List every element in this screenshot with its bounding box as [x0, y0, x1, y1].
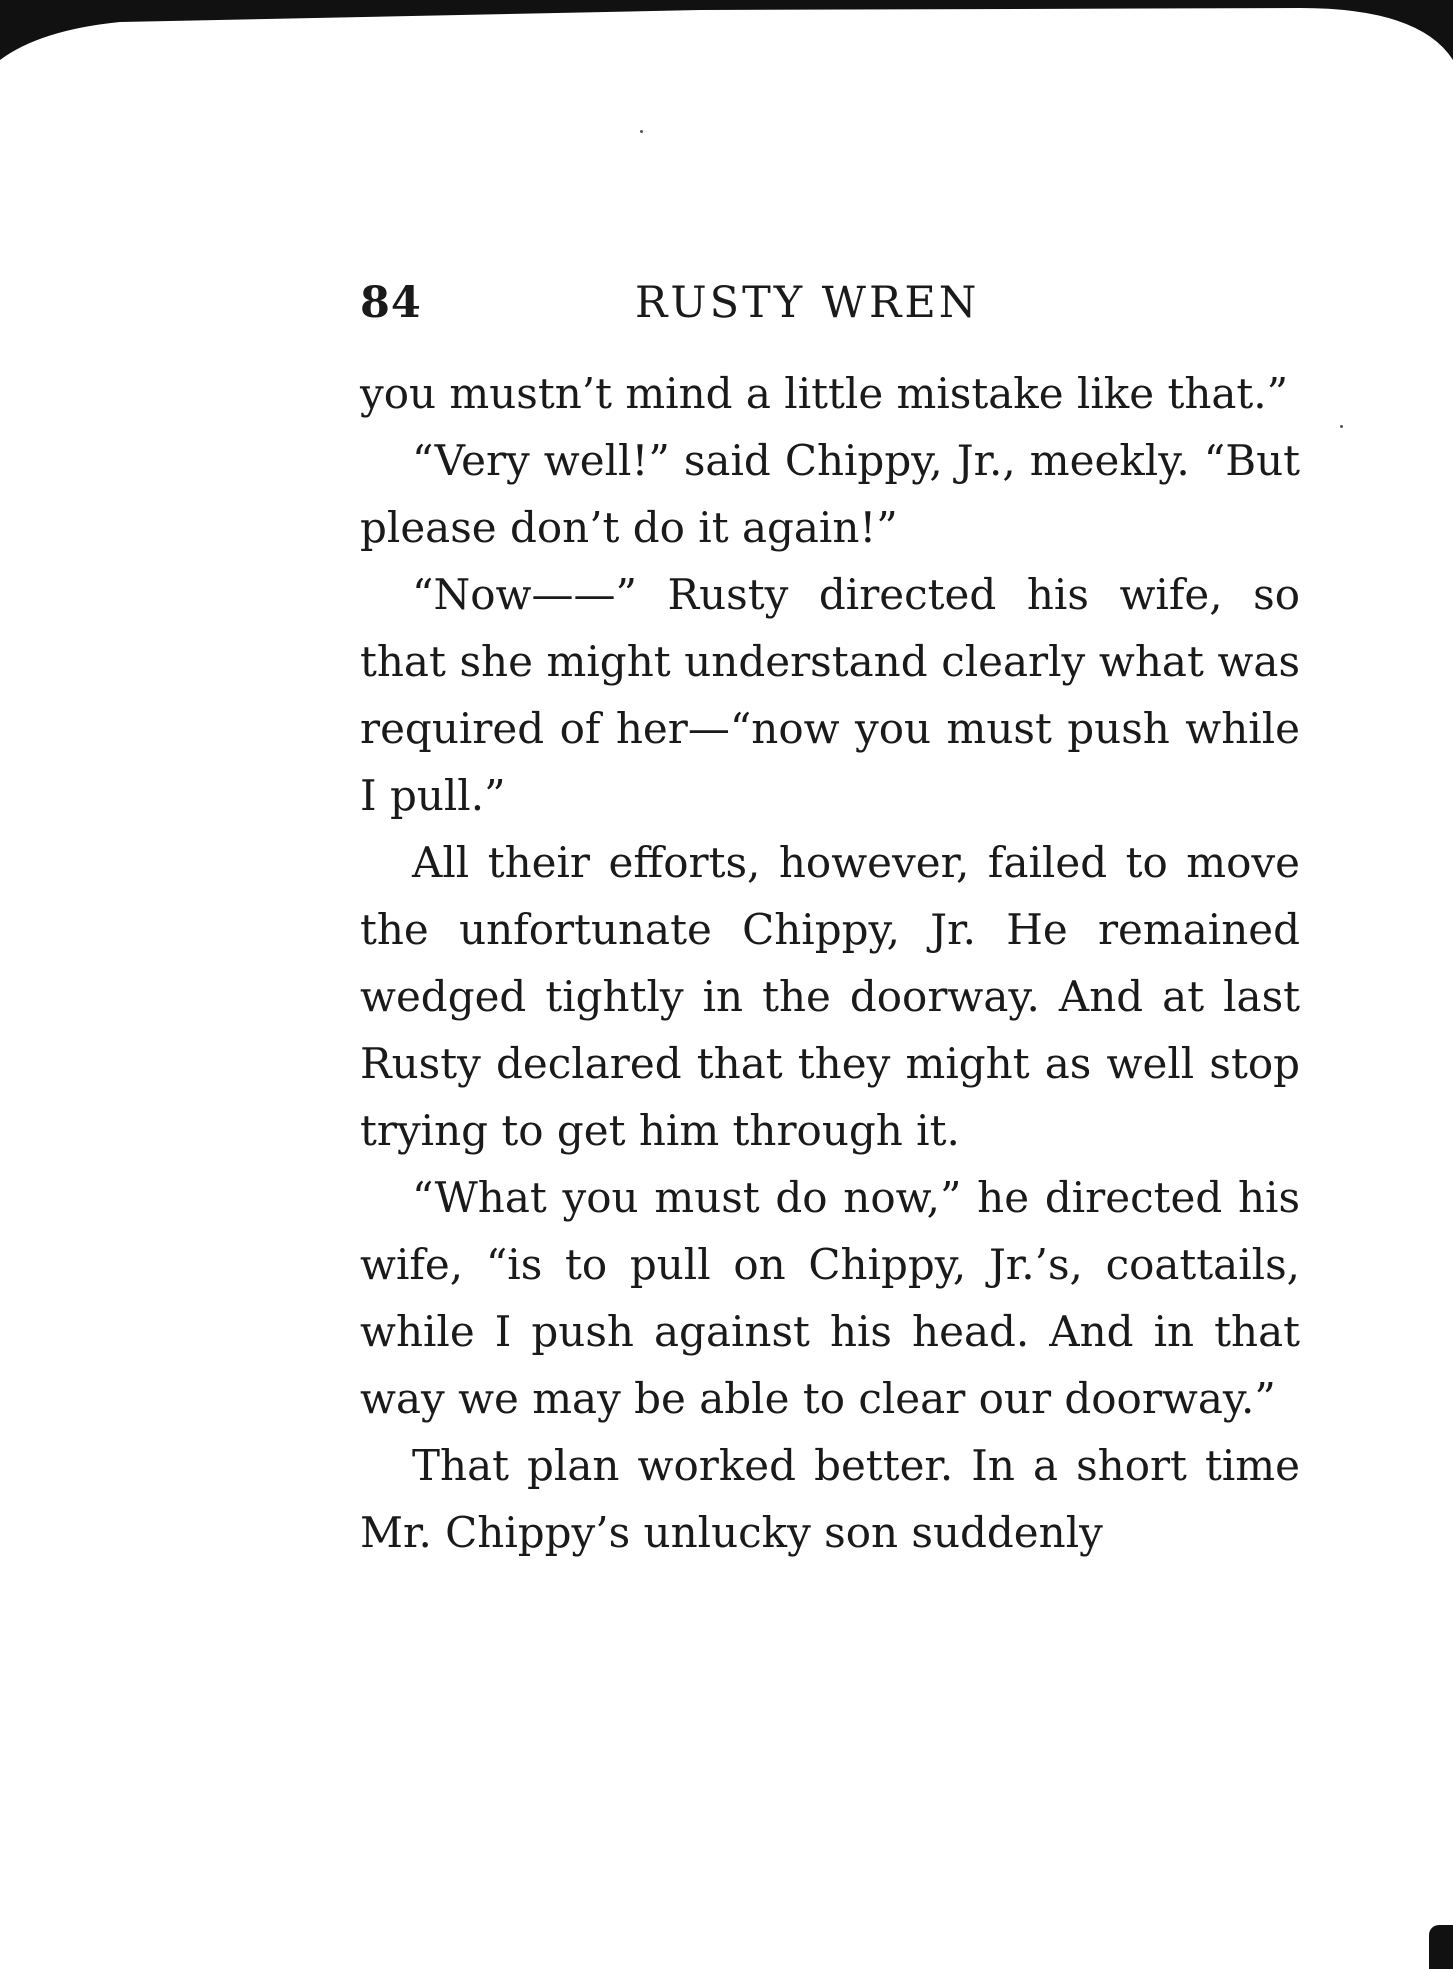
paragraph: you mustn’t mind a little mistake like that.” [360, 369, 1289, 418]
scan-ink-mark [1429, 1925, 1453, 1969]
page-number: 84 [360, 278, 422, 328]
paragraph: “Now——” Rusty directed his wife, so that she might understand clearly what was required of her—“now you must push while I pull.” [360, 570, 1300, 820]
paragraph: “What you must do now,” he directed his wife, “is to pull on Chippy, Jr.’s, coattails, while I push against his head. And in that way we may be able to clear our doorway.” [360, 1173, 1300, 1423]
paragraph: “Very well!” said Chippy, Jr., meekly. “But please don’t do it again!” [360, 436, 1300, 552]
scan-speck [1340, 425, 1343, 428]
running-title: RUSTY WREN [635, 278, 980, 328]
paragraph: That plan worked better. In a short time Mr. Chippy’s unlucky son suddenly [360, 1441, 1300, 1557]
page-header [360, 278, 1300, 338]
paragraph: All their efforts, however, failed to move the unfortunate Chippy, Jr. He remained wedged tightly in the doorway. And at last Rusty declared that they might as well stop trying to get him through it. [360, 838, 1300, 1155]
scan-speck [640, 130, 643, 133]
scan-border-shadow [0, 0, 1453, 90]
body-text [360, 360, 1300, 1566]
